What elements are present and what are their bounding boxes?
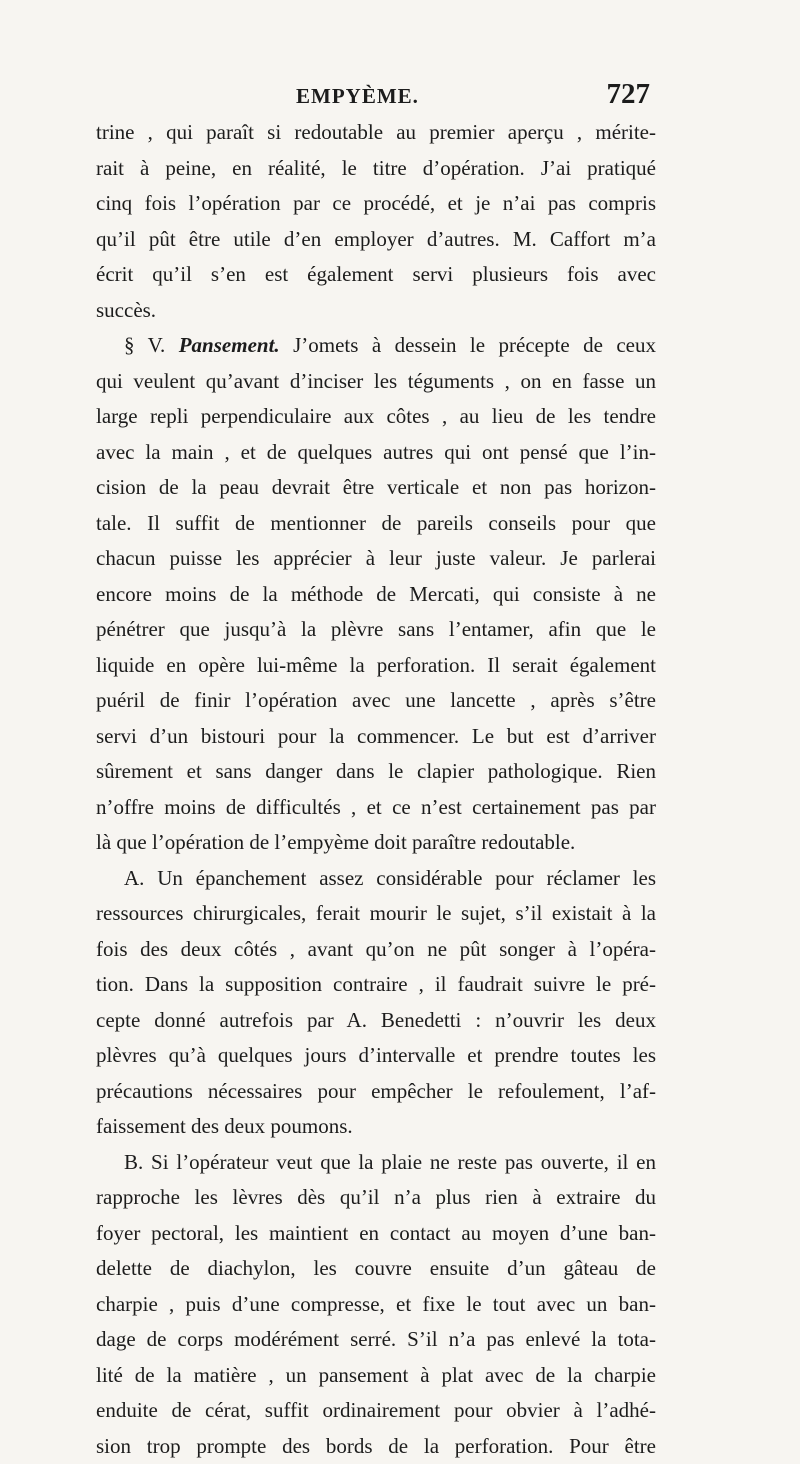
running-head (96, 78, 656, 118)
page-number: 727 (607, 78, 651, 111)
text-line: foyer pectoral, les maintient en contact au moyen d’une ban- (96, 1216, 656, 1252)
text-line: ressources chirurgicales, ferait mourir le sujet, s’il existait à la (96, 896, 656, 932)
section-label: § V. (124, 333, 165, 357)
body-text (96, 115, 656, 1464)
text-line: faissement des deux poumons. (96, 1109, 656, 1145)
text-line: encore moins de la méthode de Mercati, qui consiste à ne (96, 577, 656, 613)
text-line: avec la main , et de quelques autres qui ont pensé que l’in- (96, 435, 656, 471)
text-line: écrit qu’il s’en est également servi plusieurs fois avec (96, 257, 656, 293)
text-line: cepte donné autrefois par A. Benedetti : n’ouvrir les deux (96, 1003, 656, 1039)
text-line: là que l’opération de l’empyème doit paraître redoutable. (96, 825, 656, 861)
text-line: delette de diachylon, les couvre ensuite d’un gâteau de (96, 1251, 656, 1287)
running-title: EMPYÈME. (296, 84, 419, 109)
text-line: plèvres qu’à quelques jours d’intervalle et prendre toutes les (96, 1038, 656, 1074)
text-line: fois des deux côtés , avant qu’on ne pût songer à l’opéra- (96, 932, 656, 968)
text-line: qui veulent qu’avant d’inciser les téguments , on en fasse un (96, 364, 656, 400)
text-line: servi d’un bistouri pour la commencer. Le but est d’arriver (96, 719, 656, 755)
text-line: succès. (96, 293, 656, 329)
text-line: B. Si l’opérateur veut que la plaie ne reste pas ouverte, il en (96, 1145, 656, 1181)
text-line: cinq fois l’opération par ce procédé, et je n’ai pas compris (96, 186, 656, 222)
text-line: n’offre moins de difficultés , et ce n’est certainement pas par (96, 790, 656, 826)
text-line: cision de la peau devrait être verticale et non pas horizon- (96, 470, 656, 506)
text-line: rait à peine, en réalité, le titre d’opération. J’ai pratiqué (96, 151, 656, 187)
text-line: liquide en opère lui-même la perforation. Il serait également (96, 648, 656, 684)
text-line: large repli perpendiculaire aux côtes , au lieu de les tendre (96, 399, 656, 435)
section-v-heading-line (96, 328, 656, 364)
text-line: trine , qui paraît si redoutable au premier aperçu , mérite- (96, 115, 656, 151)
text-line: chacun puisse les apprécier à leur juste valeur. Je parlerai (96, 541, 656, 577)
text-line: dage de corps modérément serré. S’il n’a pas enlevé la tota- (96, 1322, 656, 1358)
text-line: pénétrer que jusqu’à la plèvre sans l’entamer, afin que le (96, 612, 656, 648)
text-line: rapproche les lèvres dès qu’il n’a plus rien à extraire du (96, 1180, 656, 1216)
text-line: sûrement et sans danger dans le clapier pathologique. Rien (96, 754, 656, 790)
text-line: précautions nécessaires pour empêcher le refoulement, l’af- (96, 1074, 656, 1110)
text-line: tion. Dans la supposition contraire , il faudrait suivre le pré- (96, 967, 656, 1003)
section-text: J’omets à dessein le précepte de ceux (293, 333, 656, 357)
text-line: sion trop prompte des bords de la perforation. Pour être (96, 1429, 656, 1464)
text-line: charpie , puis d’une compresse, et fixe le tout avec un ban- (96, 1287, 656, 1323)
section-title: Pansement. (179, 333, 280, 357)
text-line: tale. Il suffit de mentionner de pareils conseils pour que (96, 506, 656, 542)
text-line: A. Un épanchement assez considérable pour réclamer les (96, 861, 656, 897)
text-line: lité de la matière , un pansement à plat avec de la charpie (96, 1358, 656, 1394)
text-line: qu’il pût être utile d’en employer d’autres. M. Caffort m’a (96, 222, 656, 258)
text-line: puéril de finir l’opération avec une lancette , après s’être (96, 683, 656, 719)
text-line: enduite de cérat, suffit ordinairement pour obvier à l’adhé- (96, 1393, 656, 1429)
